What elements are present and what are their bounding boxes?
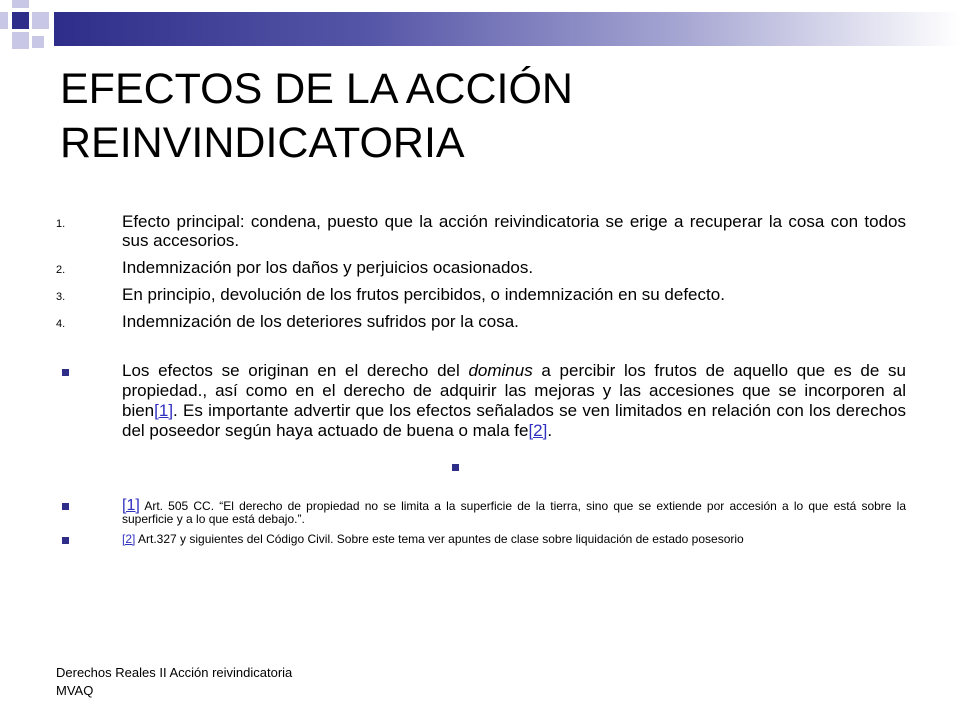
square-bullet-icon	[62, 369, 69, 376]
footnote-ref-1[interactable]: [1]	[122, 497, 140, 514]
slide-footer: Derechos Reales II Acción reivindicatoria MVAQ	[56, 665, 293, 698]
square-bullet-icon	[62, 537, 69, 544]
item-text: Indemnización de los deteriores sufridos por la cosa.	[122, 312, 519, 331]
decor-square	[32, 12, 49, 29]
square-bullet-icon	[62, 503, 69, 510]
bullet-list	[56, 361, 906, 546]
slide-content	[56, 212, 906, 546]
decor-square	[32, 0, 49, 8]
paragraph-text: Los efectos se originan en el derecho del	[122, 361, 469, 380]
header-gradient-bar	[54, 12, 960, 46]
paragraph-italic: dominus	[468, 361, 533, 380]
item-number: 4.	[56, 318, 66, 330]
item-text: Indemnización por los daños y perjuicios ocasionados.	[122, 258, 534, 277]
footnote-text: Art.327 y siguientes del Código Civil. Sobre este tema ver apuntes de clase sobre liquidación de estado posesorio	[135, 532, 744, 546]
paragraph-text: a percibir los frutos de aquello que es de su propiedad., así como en el derecho de adquirir las mejoras y las accesiones que se incorporen al bien	[122, 361, 906, 420]
effects-list	[56, 212, 906, 331]
footnote-link-1[interactable]: [1]	[154, 401, 174, 420]
footnote-text: Art. 505 CC. “El derecho de propiedad no se limita a la superficie de la tierra, sino que se extiende por accesión a lo que está sobre la superficie y a lo que está debajo.”.	[122, 499, 906, 526]
item-text: En principio, devolución de los frutos percibidos, o indemnización en su defecto.	[122, 285, 725, 304]
paragraph-text: .	[547, 421, 553, 440]
decor-square	[12, 12, 29, 29]
item-text: Efecto principal: condena, puesto que la acción reivindicatoria se erige a recuperar la cosa con todos sus accesorios.	[122, 212, 906, 250]
item-number: 3.	[56, 291, 66, 303]
footnote-item	[56, 533, 906, 546]
decor-square	[32, 36, 44, 48]
empty-bullet	[56, 451, 906, 473]
footnote-item	[56, 499, 906, 526]
footnote-ref-2[interactable]: [2]	[122, 532, 136, 546]
slide-title: EFECTOS DE LA ACCIÓN REINVINDICATORIA	[60, 65, 573, 167]
item-number: 1.	[56, 218, 66, 230]
paragraph-text: . Es importante advertir que los efectos señalados se ven limitados en relación con los derechos del poseedor según haya actuado de buena o mala fe	[122, 401, 906, 440]
main-paragraph	[56, 361, 906, 441]
list-item	[56, 285, 906, 304]
decor-square	[12, 0, 29, 8]
list-item	[56, 258, 906, 277]
item-number: 2.	[56, 264, 66, 276]
list-item	[56, 312, 906, 331]
footnote-link-2[interactable]: [2]	[528, 421, 548, 440]
decor-square	[12, 32, 29, 49]
list-item	[56, 212, 906, 250]
square-bullet-icon	[452, 464, 459, 471]
decor-square	[0, 12, 8, 29]
